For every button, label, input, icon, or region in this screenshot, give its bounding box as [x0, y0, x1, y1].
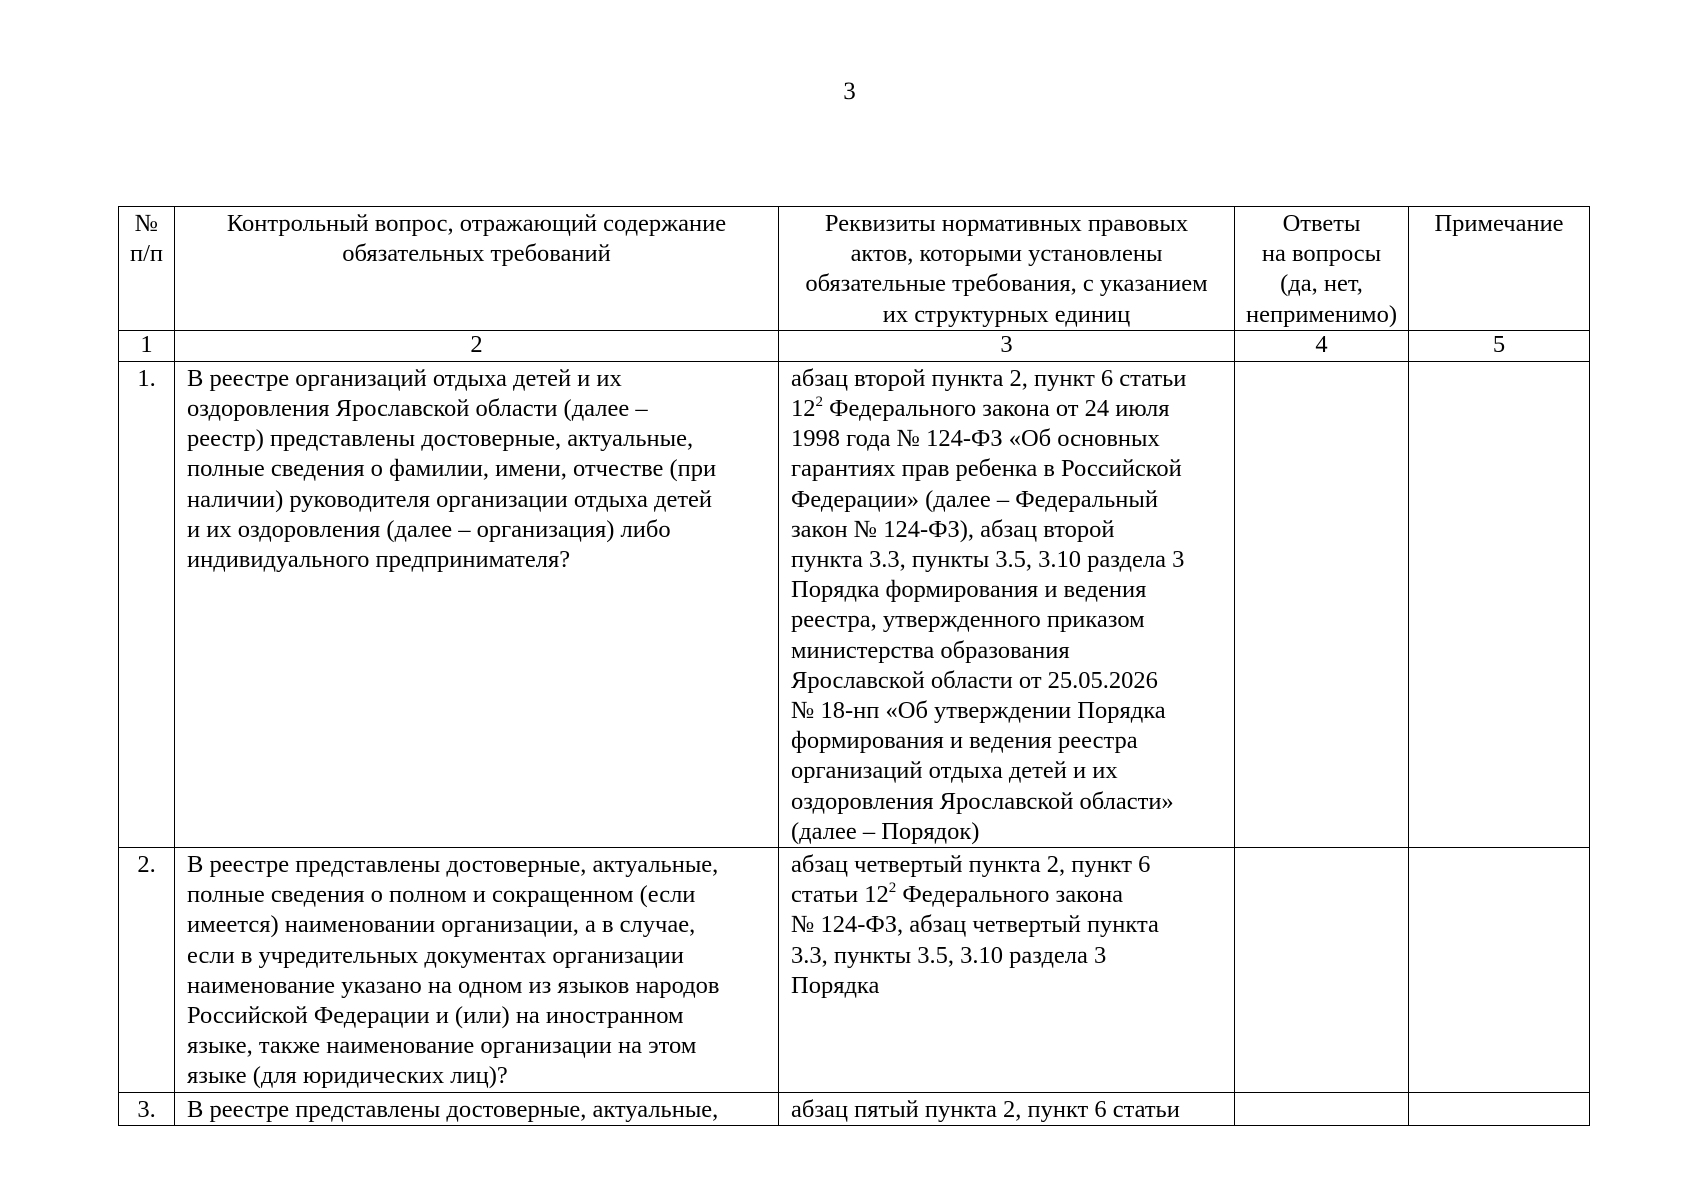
header-line: Контрольный вопрос, отражающий содержание — [226, 210, 727, 237]
basis-line — [791, 817, 1224, 847]
basis-text: абзац пятый пункта 2, пункт 6 статьи — [791, 1095, 1180, 1123]
note-cell — [1409, 361, 1590, 847]
basis-text: Федерального закона — [896, 881, 1123, 909]
basis-text: 3.3, пункты 3.5, 3.10 раздела 3 — [791, 941, 1107, 969]
table-body — [119, 330, 1590, 1125]
basis-text: 1998 года № 124-ФЗ «Об основных — [791, 425, 1160, 453]
basis-text: (далее – Порядок) — [791, 817, 980, 845]
column-number: 5 — [1409, 330, 1590, 361]
question-line: и их оздоровления (далее – организация) либо — [187, 515, 671, 543]
answer-cell — [1235, 361, 1409, 847]
basis-line — [791, 850, 1224, 880]
header-number — [119, 207, 175, 331]
basis-text: формирования и ведения реестра — [791, 727, 1138, 755]
requirements-table — [118, 206, 1590, 1126]
column-number: 4 — [1235, 330, 1409, 361]
basis-text: закон № 124-ФЗ), абзац второй — [791, 515, 1115, 543]
question-line: полные сведения о фамилии, имени, отчестве (при — [187, 455, 717, 483]
question-line: индивидуального предпринимателя? — [187, 546, 571, 574]
question-line: оздоровления Ярославской области (далее – — [187, 395, 648, 423]
table-row — [119, 848, 1590, 1093]
basis-line — [791, 941, 1224, 971]
header-line: актов, которыми установлены — [850, 240, 1163, 268]
basis-line — [791, 454, 1224, 484]
basis-line — [791, 515, 1224, 545]
question-line: если в учредительных документах организации — [187, 941, 684, 969]
basis-line — [791, 605, 1224, 635]
basis-text: Федерального закона от 24 июля — [823, 395, 1170, 423]
answer-cell — [1235, 1092, 1409, 1125]
basis-text: оздоровления Ярославской области» — [791, 787, 1174, 815]
column-number: 3 — [779, 330, 1235, 361]
question-line: наличии) руководителя организации отдыха детей — [187, 485, 713, 513]
table-header — [119, 207, 1590, 331]
basis-line — [791, 787, 1224, 817]
question-line: имеется) наименовании организации, а в случае, — [187, 911, 696, 939]
note-cell — [1409, 848, 1590, 1093]
table-row — [119, 1092, 1590, 1125]
basis-text: Порядка формирования и ведения — [791, 576, 1147, 604]
control-question — [175, 361, 779, 847]
basis-line — [791, 696, 1224, 726]
header-note — [1409, 207, 1590, 331]
superscript: 2 — [815, 394, 823, 411]
control-question — [175, 848, 779, 1093]
question-line: полные сведения о полном и сокращенном (если — [187, 881, 696, 909]
legal-basis — [779, 1092, 1235, 1125]
column-number: 2 — [175, 330, 779, 361]
header-line: их структурных единиц — [882, 300, 1131, 328]
basis-line — [791, 666, 1224, 696]
row-number: 1. — [119, 361, 175, 847]
basis-line — [791, 394, 1224, 424]
row-number: 3. — [119, 1092, 175, 1125]
basis-text: Порядка — [791, 971, 880, 999]
basis-line — [791, 756, 1224, 786]
header-line: обязательные требования, с указанием — [805, 270, 1208, 298]
row-number: 2. — [119, 848, 175, 1093]
question-line: языке (для юридических лиц)? — [187, 1062, 508, 1090]
control-question — [175, 1092, 779, 1125]
basis-line — [791, 971, 1224, 1001]
basis-text: пункта 3.3, пункты 3.5, 3.10 раздела 3 — [791, 546, 1185, 574]
table-row — [119, 361, 1590, 847]
header-line: неприменимо) — [1246, 300, 1397, 328]
column-number-row — [119, 330, 1590, 361]
basis-line — [791, 575, 1224, 605]
basis-text: Федерации» (далее – Федеральный — [791, 485, 1158, 513]
basis-line — [791, 485, 1224, 515]
basis-text: Ярославской области от 25.05.2026 — [791, 666, 1158, 694]
basis-text: № 124-ФЗ, абзац четвертый пункта — [791, 911, 1159, 939]
question-line: реестр) представлены достоверные, актуальные, — [187, 425, 694, 453]
basis-line — [791, 1095, 1224, 1125]
question-line: языке, также наименование организации на этом — [187, 1032, 697, 1060]
answer-cell — [1235, 848, 1409, 1093]
header-line: обязательных требований — [342, 240, 611, 268]
header-question — [175, 207, 779, 331]
question-line: Российской Федерации и (или) на иностранном — [187, 1002, 684, 1030]
header-row — [119, 207, 1590, 331]
basis-text: 12 — [791, 395, 816, 423]
basis-text: статьи 12 — [791, 881, 889, 909]
header-line: п/п — [129, 240, 164, 268]
header-line: Ответы — [1282, 210, 1361, 237]
basis-text: реестра, утвержденного приказом — [791, 606, 1145, 634]
header-answers — [1235, 207, 1409, 331]
basis-text: гарантиях прав ребенка в Российской — [791, 455, 1182, 483]
header-legal-basis — [779, 207, 1235, 331]
header-line: Примечание — [1434, 210, 1564, 237]
question-line: В реестре представлены достоверные, актуальные, — [187, 851, 719, 879]
question-line: наименование указано на одном из языков народов — [187, 971, 720, 999]
basis-line — [791, 636, 1224, 666]
basis-text: министерства образования — [791, 636, 1070, 664]
page-number: 3 — [843, 78, 856, 105]
basis-line — [791, 726, 1224, 756]
basis-text: абзац второй пункта 2, пункт 6 статьи — [791, 364, 1187, 392]
header-line: Реквизиты нормативных правовых — [824, 210, 1189, 237]
basis-text: абзац четвертый пункта 2, пункт 6 — [791, 851, 1151, 879]
basis-text: № 18-нп «Об утверждении Порядка — [791, 697, 1166, 725]
header-line: на вопросы — [1261, 240, 1382, 268]
header-line: (да, нет, — [1280, 270, 1363, 298]
legal-basis — [779, 361, 1235, 847]
legal-basis — [779, 848, 1235, 1093]
column-number: 1 — [119, 330, 175, 361]
note-cell — [1409, 1092, 1590, 1125]
question-line: В реестре представлены достоверные, актуальные, — [187, 1095, 719, 1123]
basis-line — [791, 364, 1224, 394]
question-line: В реестре организаций отдыха детей и их — [187, 364, 622, 392]
basis-line — [791, 545, 1224, 575]
basis-line — [791, 424, 1224, 454]
basis-line — [791, 880, 1224, 910]
header-line: № — [134, 210, 159, 237]
basis-line — [791, 910, 1224, 940]
superscript: 2 — [888, 880, 897, 897]
basis-text: организаций отдыха детей и их — [791, 757, 1118, 785]
